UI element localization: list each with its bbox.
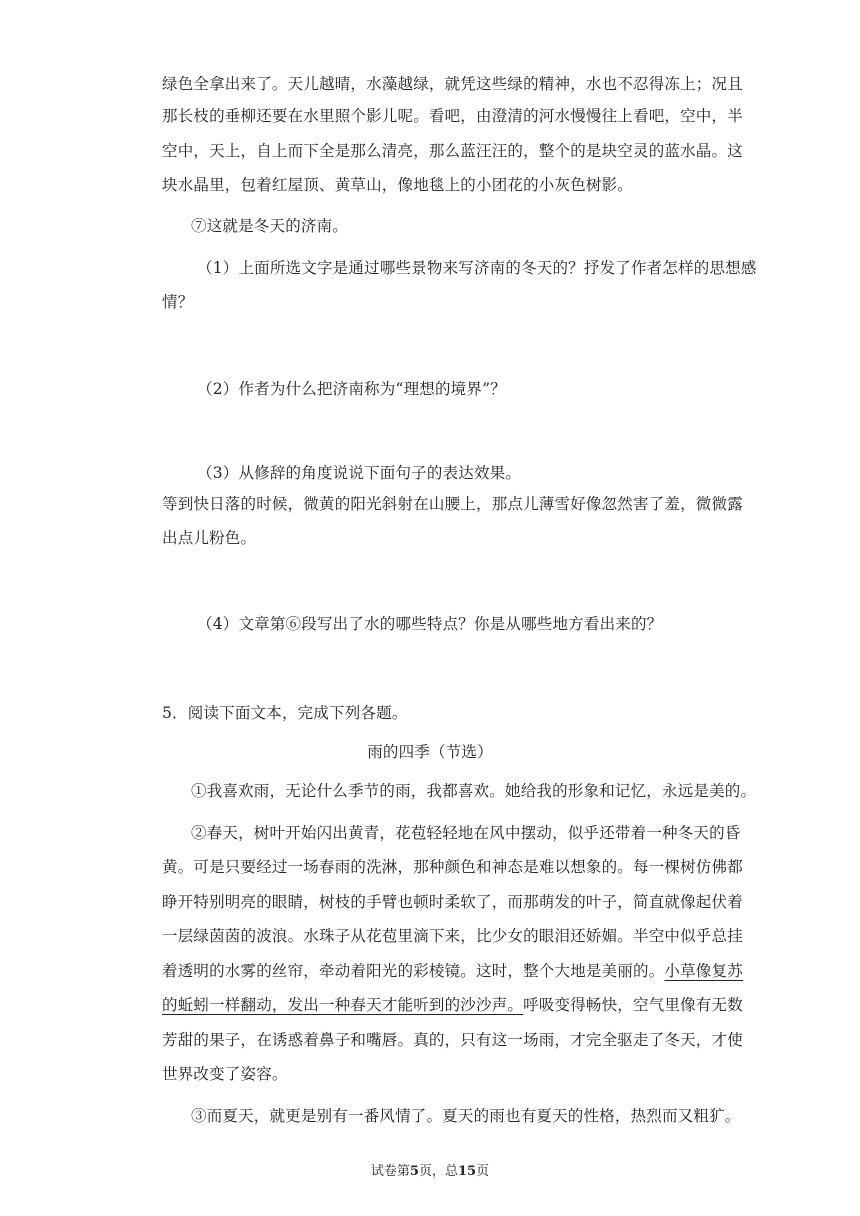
rain-paragraph-2-line: ②春天，树叶开始闪出黄青，花苞轻轻地在风中摆动，似乎还带着一种冬天的昏 [191, 824, 741, 842]
rain-paragraph-2-line: 黄。可是只要经过一场春雨的洗淋，那种颜色和神态是难以想象的。每一棵树仿佛都 [162, 858, 743, 876]
line-text: 呼吸变得畅快，空气里像有无数 [523, 996, 743, 1014]
footer-page-number: 5 [409, 1164, 419, 1179]
section-5-heading: 5．阅读下面文本，完成下列各题。 [162, 704, 408, 722]
passage-line: 空中，天上，自上而下全是那么清亮，那么蓝汪汪的，整个的是块空灵的蓝水晶。这 [162, 142, 743, 160]
underlined-sentence: 小草像复苏 [664, 962, 743, 980]
rain-paragraph-2-line: 芳甜的果子，在诱惑着鼻子和嘴唇。真的，只有这一场雨，才完全驱走了冬天，才使 [162, 1031, 743, 1049]
footer-total-pages: 15 [457, 1164, 477, 1179]
question-2: （2）作者为什么把济南称为“理想的境界”？ [197, 380, 506, 398]
line-text: 着透明的水雾的丝帘，牵动着阳光的彩棱镜。这时，整个大地是美丽的。 [162, 962, 665, 980]
rain-paragraph-1: ①我喜欢雨，无论什么季节的雨，我都喜欢。她给我的形象和记忆，永远是美的。 [191, 782, 757, 800]
question-3-quote-cont: 出点儿粉色。 [162, 529, 257, 547]
passage-line: 那长枝的垂柳还要在水里照个影儿呢。看吧，由澄清的河水慢慢往上看吧，空中，半 [162, 107, 743, 125]
question-1-cont: 情？ [162, 293, 194, 311]
passage-title: 雨的四季（节选） [367, 743, 493, 761]
passage-line: 绿色全拿出来了。天儿越晴，水藻越绿，就凭这些绿的精神，水也不忍得冻上；况且 [162, 75, 743, 93]
passage-paragraph-7: ⑦这就是冬天的济南。 [191, 217, 349, 235]
rain-paragraph-3: ③而夏天，就更是别有一番风情了。夏天的雨也有夏天的性格，热烈而又粗犷。 [191, 1107, 741, 1125]
question-3: （3）从修辞的角度说说下面句子的表达效果。 [197, 464, 522, 482]
rain-paragraph-2-line: 一层绿茵茵的波浪。水珠子从花苞里滴下来，比少女的眼泪还娇媚。半空中似乎总挂 [162, 927, 743, 945]
footer-prefix: 试卷第 [370, 1164, 410, 1179]
footer-suffix: 页 [476, 1164, 490, 1179]
question-1: （1）上面所选文字是通过哪些景物来写济南的冬天的？抒发了作者怎样的思想感 [197, 259, 757, 277]
rain-paragraph-2-line: 睁开特别明亮的眼睛，树枝的手臂也顿时柔软了，而那萌发的叶子，简直就像起伏着 [162, 893, 743, 911]
underlined-sentence-cont: 的蚯蚓一样翻动，发出一种春天才能听到的沙沙声。 [162, 996, 524, 1014]
passage-line: 块水晶里，包着红屋顶、黄草山，像地毯上的小团花的小灰色树影。 [162, 176, 634, 194]
question-3-quote: 等到快日落的时候，微黄的阳光斜射在山腰上，那点儿薄雪好像忽然害了羞，微微露 [162, 495, 743, 513]
rain-paragraph-2-line [162, 961, 743, 981]
page-footer [0, 1163, 860, 1181]
rain-paragraph-2-line: 世界改变了姿容。 [162, 1065, 288, 1083]
question-4: （4）文章第⑥段写出了水的哪些特点？你是从哪些地方看出来的？ [197, 615, 663, 633]
rain-paragraph-2-line [162, 995, 743, 1015]
footer-middle: 页，总 [418, 1164, 458, 1179]
